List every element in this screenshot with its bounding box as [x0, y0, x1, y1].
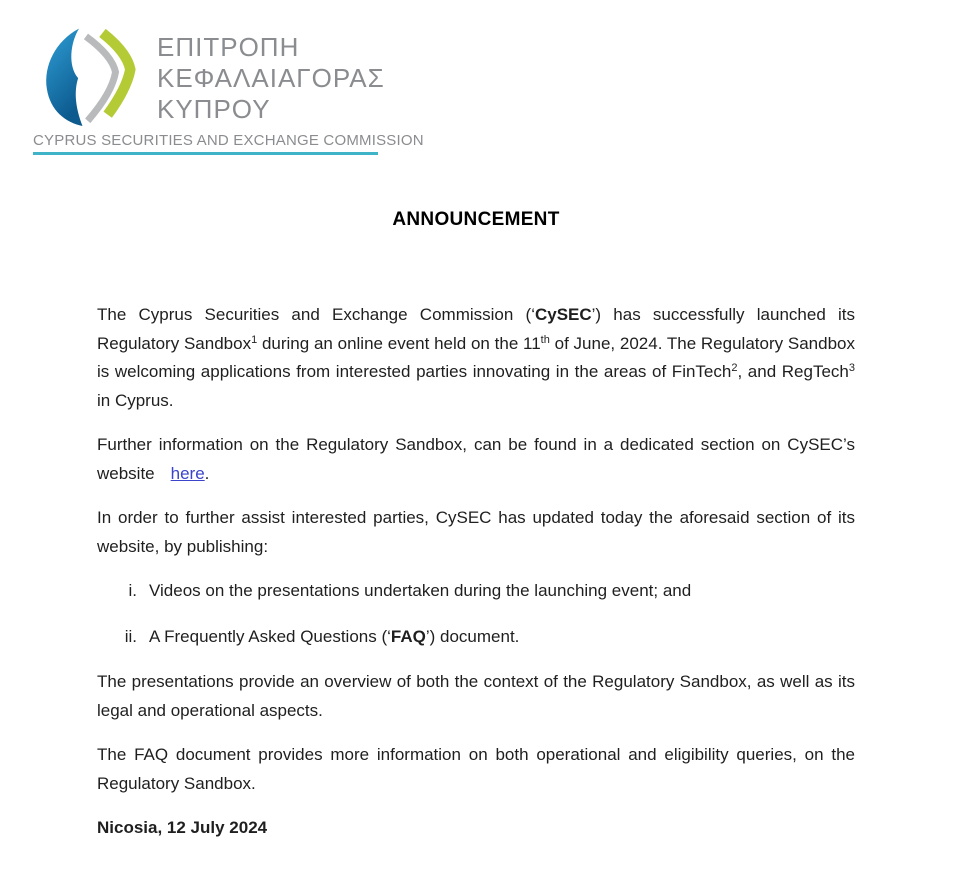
- list-item-text: [149, 623, 519, 652]
- text-run: in Cyprus.: [97, 390, 174, 410]
- paragraph-website: [97, 431, 855, 488]
- logo-greek-line-2: ΚΕΦΑΛΑΙΑΓΟΡΑΣ: [157, 63, 385, 93]
- logo-greek-text: [157, 32, 385, 125]
- logo-row: [33, 20, 385, 132]
- here-link[interactable]: here: [170, 463, 205, 483]
- paragraph-faq-doc: The FAQ document provides more information on both operational and eligibility queries, on the Regulatory Sandbox.: [97, 745, 855, 793]
- text-run: , and RegTech: [737, 362, 849, 381]
- list-item-text: [149, 577, 691, 606]
- text-run: A Frequently Asked Questions (‘: [149, 626, 391, 646]
- page-title: ANNOUNCEMENT: [392, 209, 560, 230]
- paragraph-launch: [97, 301, 855, 415]
- text-run: ’) has successfully launched its Regulatory Sandbox: [97, 305, 855, 353]
- list-marker: i.: [128, 581, 137, 600]
- text-run-bold-faq: FAQ: [390, 626, 426, 646]
- footnote-ref-3: 3: [848, 362, 855, 374]
- logo-greek-line-1: ΕΠΙΤΡΟΠΗ: [157, 32, 300, 62]
- footnote-ref-1: 1: [251, 333, 258, 346]
- logo-greek-line-3: ΚΥΠΡΟΥ: [157, 94, 271, 124]
- text-run: ’) document.: [425, 626, 520, 646]
- cysec-logo-icon: [39, 20, 139, 132]
- text-run: during an online event held on the 11: [257, 333, 541, 353]
- text-run: .: [204, 463, 210, 483]
- text-run: of June, 2024. The Regulatory Sandbox is welcoming applications from interested parties innovating in the areas of FinTech: [97, 333, 855, 381]
- text-run: Further information on the Regulatory Sandbox, can be found in a dedicated section on CySEC’s website: [97, 435, 855, 483]
- announcement-body: [97, 209, 855, 843]
- list-marker: ii.: [124, 626, 137, 646]
- list-item-videos: [97, 577, 855, 606]
- list-item-faq: [97, 623, 855, 652]
- ordinal-suffix: th: [540, 333, 550, 346]
- footnote-ref-2: 2: [731, 362, 738, 374]
- paragraph-publishing: In order to further assist interested parties, CySEC has updated today the aforesaid section of its website, by publishing:: [97, 508, 855, 556]
- logo-caption: CYPRUS SECURITIES AND EXCHANGE COMMISSION: [33, 132, 424, 149]
- logo-blue-sail-icon: [46, 29, 82, 126]
- logo-underline: [33, 152, 378, 155]
- paragraph-presentations: The presentations provide an overview of both the context of the Regulatory Sandbox, as well as its legal and operational aspects.: [97, 672, 855, 720]
- date-line: Nicosia, 12 July 2024: [97, 818, 268, 837]
- text-run-bold-cysec: CySEC: [534, 305, 592, 324]
- cysec-logo: [33, 0, 424, 155]
- text-run: The Cyprus Securities and Exchange Commission (‘: [97, 305, 535, 324]
- text-run: Videos on the presentations undertaken during the launching event; and: [149, 581, 692, 600]
